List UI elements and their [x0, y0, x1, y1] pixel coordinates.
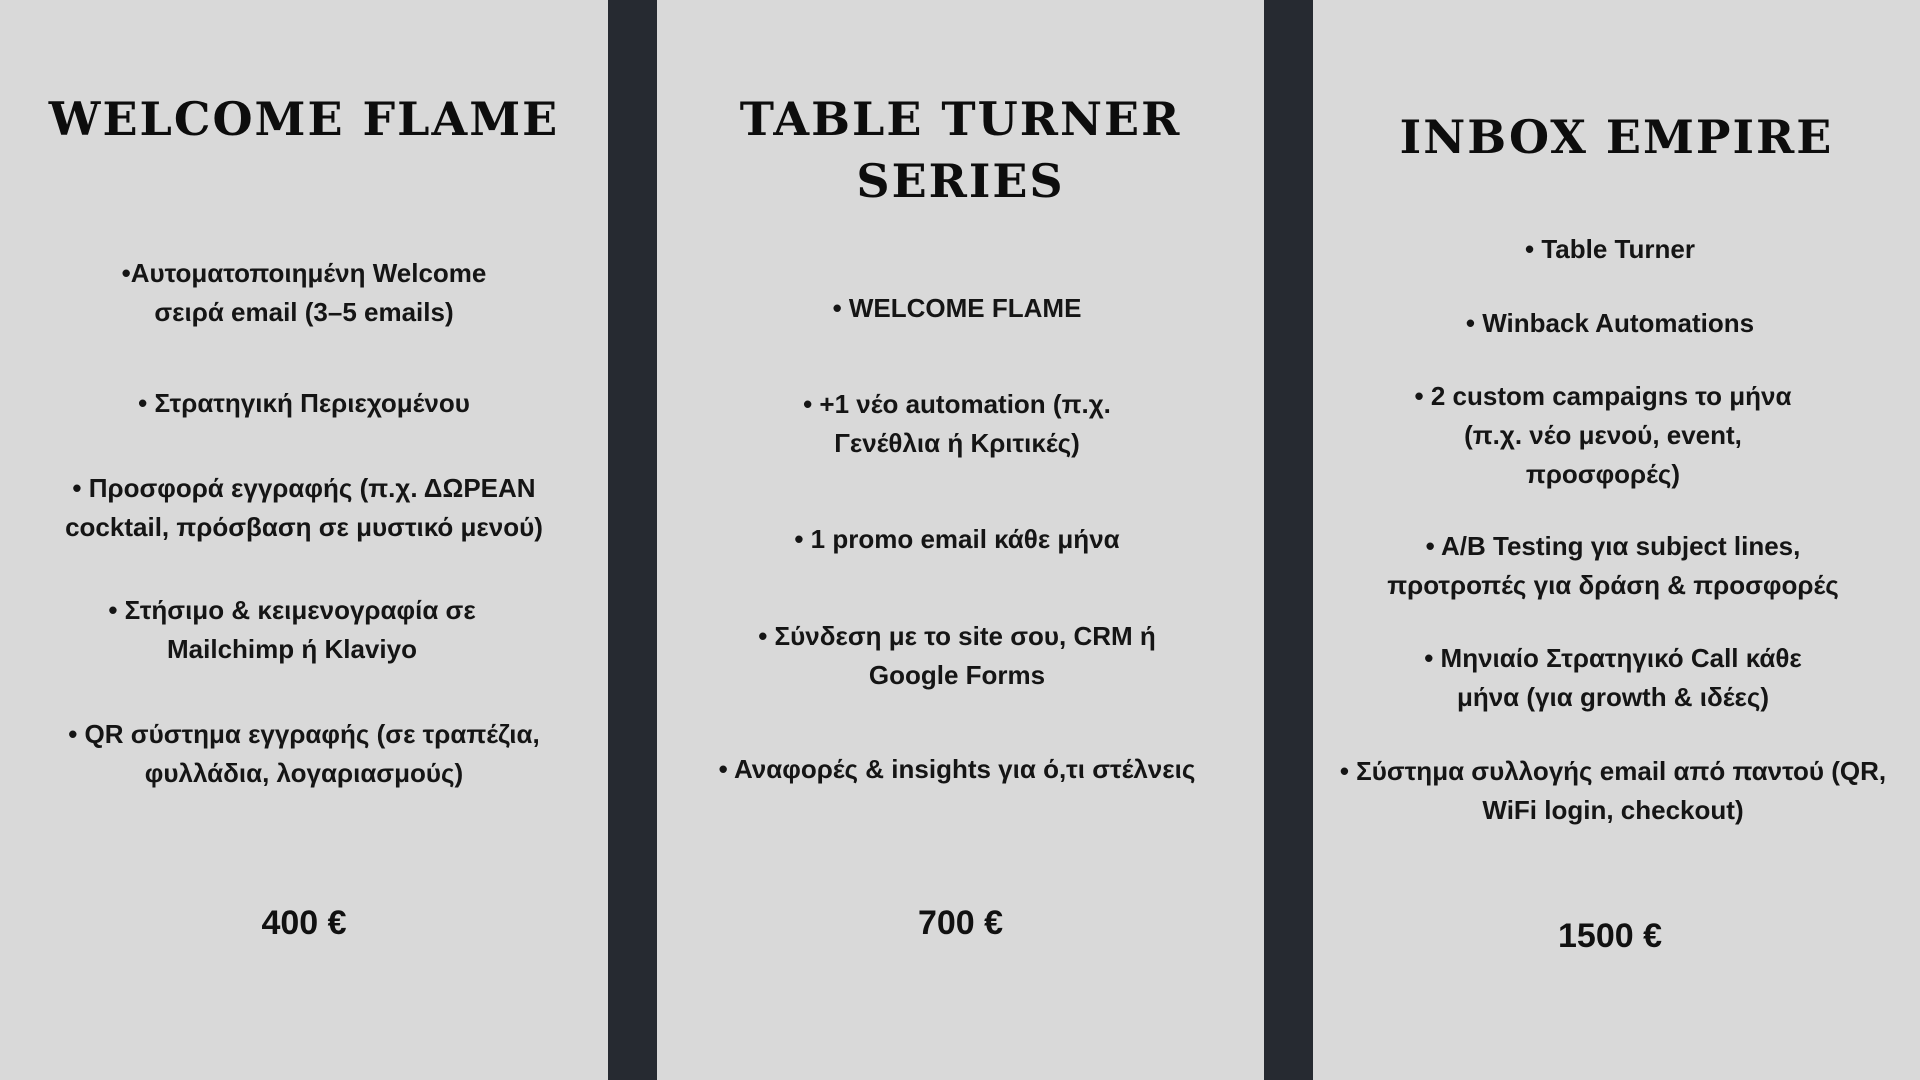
package-price: 400 €	[261, 904, 347, 942]
package-title: INBOX EMPIRE	[1399, 110, 1834, 164]
package-card-inbox-empire	[1313, 0, 1920, 1080]
package-title: TABLE TURNER SERIES	[739, 92, 1182, 208]
feature-item: • +1 νέο automation (π.χ. Γενέθλια ή Κριτικές)	[803, 389, 1111, 458]
package-card-table-turner-series	[657, 0, 1264, 1080]
feature-item: • Στήσιμο & κειμενογραφία σε Mailchimp ή Klaviyo	[108, 595, 476, 664]
feature-item: • Σύστημα συλλογής email από παντού (QR, WiFi login, checkout)	[1339, 756, 1887, 825]
feature-item: • 2 custom campaigns το μήνα (π.χ. νέο μενού, event, προσφορές)	[1414, 381, 1792, 489]
column-divider	[1264, 0, 1313, 1080]
feature-item: • QR σύστημα εγγραφής (σε τραπέζια, φυλλάδια, λογαριασμούς)	[68, 719, 540, 788]
package-card-welcome-flame	[0, 0, 608, 1080]
feature-item: • Αναφορές & insights για ό,τι στέλνεις	[718, 754, 1196, 784]
feature-item: • Προσφορά εγγραφής (π.χ. ΔΩΡΕΑΝ cocktail, πρόσβαση σε μυστικό μενού)	[65, 473, 543, 542]
package-price: 1500 €	[1558, 917, 1662, 955]
feature-item: • WELCOME FLAME	[832, 293, 1082, 323]
feature-item: • Μηνιαίο Στρατηγικό Call κάθε μήνα (για growth & ιδέες)	[1424, 643, 1802, 712]
package-price: 700 €	[917, 904, 1004, 942]
package-title: WELCOME FLAME	[48, 92, 560, 146]
feature-item: • Σύνδεση με το site σου, CRM ή Google Forms	[758, 621, 1156, 690]
feature-item: • Table Turner	[1525, 234, 1695, 264]
feature-item: • Winback Automations	[1465, 308, 1755, 338]
feature-item: •Αυτοματοποιημένη Welcome σειρά email (3–5 emails)	[121, 258, 487, 327]
feature-item: • 1 promo email κάθε μήνα	[794, 524, 1120, 554]
feature-item: • A/B Testing για subject lines, προτροπές για δράση & προσφορές	[1387, 531, 1839, 600]
feature-item: • Στρατηγική Περιεχομένου	[138, 388, 470, 418]
